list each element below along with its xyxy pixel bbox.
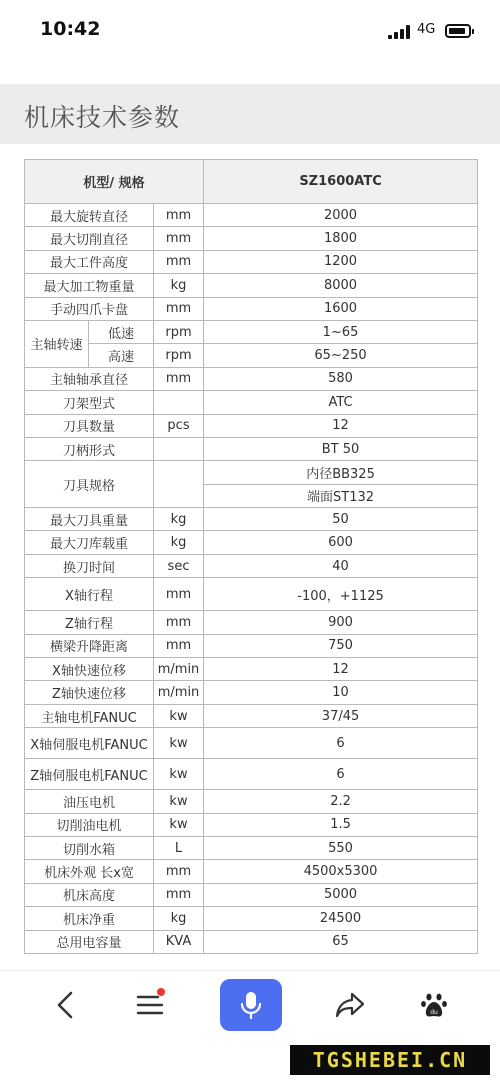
row-value: 40 — [204, 554, 478, 577]
row-unit: kg — [154, 508, 204, 531]
row-unit: m/min — [154, 658, 204, 681]
row-name: Z轴伺服电机FANUC — [25, 759, 154, 790]
table-row — [25, 344, 478, 367]
table-row — [25, 759, 478, 790]
table-row — [25, 437, 478, 460]
row-unit: m/min — [154, 681, 204, 704]
back-button[interactable] — [42, 981, 90, 1029]
row-name: 手动四爪卡盘 — [25, 297, 154, 320]
table-row — [25, 681, 478, 704]
row-value: 6 — [204, 728, 478, 759]
row-name: X轴行程 — [25, 578, 154, 611]
table-row — [25, 250, 478, 273]
row-unit: mm — [154, 860, 204, 883]
table-row — [25, 860, 478, 883]
row-unit: rpm — [154, 320, 204, 343]
bottom-nav-bar — [0, 970, 500, 1040]
row-name: 总用电容量 — [25, 930, 154, 953]
row-unit: mm — [154, 297, 204, 320]
row-value: 1800 — [204, 227, 478, 250]
row-value: 550 — [204, 836, 478, 859]
table-row — [25, 634, 478, 657]
row-name: 机床高度 — [25, 883, 154, 906]
row-value: 2.2 — [204, 790, 478, 813]
baidu-paw-icon — [420, 991, 448, 1019]
row-unit: mm — [154, 227, 204, 250]
row-value: 12 — [204, 414, 478, 437]
row-value: 1600 — [204, 297, 478, 320]
row-unit: kw — [154, 813, 204, 836]
header-label: 机型/ 规格 — [25, 160, 204, 204]
row-unit: rpm — [154, 344, 204, 367]
row-value: 24500 — [204, 907, 478, 930]
table-row — [25, 461, 478, 484]
table-row — [25, 297, 478, 320]
row-name: 横梁升降距离 — [25, 634, 154, 657]
row-value: 8000 — [204, 274, 478, 297]
table-row — [25, 391, 478, 414]
row-unit: L — [154, 836, 204, 859]
battery-icon — [445, 24, 471, 38]
row-name: 机床外观 长x宽 — [25, 860, 154, 883]
row-value: ATC — [204, 391, 478, 414]
microphone-icon — [240, 990, 262, 1020]
notification-dot — [157, 988, 165, 996]
spec-table — [24, 159, 478, 954]
row-unit — [154, 461, 204, 508]
row-unit: sec — [154, 554, 204, 577]
table-row — [25, 531, 478, 554]
row-value: 6 — [204, 759, 478, 790]
row-name: 机床净重 — [25, 907, 154, 930]
table-row — [25, 204, 478, 227]
row-unit: mm — [154, 204, 204, 227]
menu-button[interactable] — [126, 981, 174, 1029]
table-row — [25, 320, 478, 343]
table-row — [25, 578, 478, 611]
status-time: 10:42 — [40, 18, 101, 40]
row-value: 1~65 — [204, 320, 478, 343]
table-row — [25, 554, 478, 577]
row-value: 50 — [204, 508, 478, 531]
row-subname: 高速 — [89, 344, 154, 367]
row-name: 换刀时间 — [25, 554, 154, 577]
row-unit: kw — [154, 704, 204, 727]
row-name: 最大刀具重量 — [25, 508, 154, 531]
table-row — [25, 813, 478, 836]
voice-search-button[interactable] — [220, 979, 282, 1031]
row-name: 主轴电机FANUC — [25, 704, 154, 727]
row-value: -100，+1125 — [204, 578, 478, 611]
section-header — [0, 84, 500, 144]
row-value: 12 — [204, 658, 478, 681]
row-value: 37/45 — [204, 704, 478, 727]
table-row — [25, 790, 478, 813]
row-value: 5000 — [204, 883, 478, 906]
row-value: 4500x5300 — [204, 860, 478, 883]
row-unit: kg — [154, 531, 204, 554]
row-name: 主轴转速 — [25, 320, 89, 367]
row-unit: kg — [154, 274, 204, 297]
row-value: 内径BB325 — [204, 461, 478, 484]
row-name: 最大切削直径 — [25, 227, 154, 250]
row-name: 最大加工物重量 — [25, 274, 154, 297]
table-row — [25, 930, 478, 953]
table-row — [25, 611, 478, 634]
row-value: 端面ST132 — [204, 484, 478, 507]
table-row — [25, 367, 478, 390]
row-unit: pcs — [154, 414, 204, 437]
header-model: SZ1600ATC — [204, 160, 478, 204]
table-row — [25, 658, 478, 681]
row-name: X轴伺服电机FANUC — [25, 728, 154, 759]
row-name: 切削水箱 — [25, 836, 154, 859]
row-unit: kw — [154, 759, 204, 790]
row-value: 1200 — [204, 250, 478, 273]
share-icon — [335, 992, 365, 1018]
row-value: 65~250 — [204, 344, 478, 367]
row-value: 1.5 — [204, 813, 478, 836]
row-unit: mm — [154, 611, 204, 634]
table-header-row — [25, 160, 478, 204]
row-value: 600 — [204, 531, 478, 554]
table-row — [25, 508, 478, 531]
row-unit: kw — [154, 728, 204, 759]
row-unit — [154, 391, 204, 414]
row-value: 580 — [204, 367, 478, 390]
row-unit: mm — [154, 367, 204, 390]
table-row — [25, 728, 478, 759]
baidu-button[interactable] — [410, 981, 458, 1029]
network-label: 4G — [417, 22, 436, 37]
table-row — [25, 836, 478, 859]
row-unit: mm — [154, 634, 204, 657]
row-unit: mm — [154, 250, 204, 273]
row-name: 主轴轴承直径 — [25, 367, 154, 390]
row-name: X轴快速位移 — [25, 658, 154, 681]
row-name: Z轴行程 — [25, 611, 154, 634]
row-unit: mm — [154, 578, 204, 611]
row-unit: mm — [154, 883, 204, 906]
status-bar — [0, 0, 500, 64]
row-name: 刀具规格 — [25, 461, 154, 508]
row-value: 10 — [204, 681, 478, 704]
row-unit: kw — [154, 790, 204, 813]
row-name: 油压电机 — [25, 790, 154, 813]
row-subname: 低速 — [89, 320, 154, 343]
row-value: 750 — [204, 634, 478, 657]
back-icon — [54, 990, 78, 1020]
table-row — [25, 883, 478, 906]
row-unit — [154, 437, 204, 460]
signal-icon — [388, 25, 412, 39]
table-row — [25, 907, 478, 930]
row-name: 刀具数量 — [25, 414, 154, 437]
watermark: TGSHEBEI.CN — [290, 1045, 490, 1075]
row-value: 2000 — [204, 204, 478, 227]
page-title: 机床技术参数 — [24, 103, 181, 132]
table-row — [25, 704, 478, 727]
row-name: 最大刀库载重 — [25, 531, 154, 554]
menu-icon — [136, 993, 164, 1017]
row-name: 切削油电机 — [25, 813, 154, 836]
row-name: 最大旋转直径 — [25, 204, 154, 227]
row-value: 900 — [204, 611, 478, 634]
table-row — [25, 274, 478, 297]
svg-text:du: du — [430, 1009, 438, 1016]
row-value: 65 — [204, 930, 478, 953]
row-value: BT 50 — [204, 437, 478, 460]
table-row — [25, 227, 478, 250]
row-name: Z轴快速位移 — [25, 681, 154, 704]
table-row — [25, 414, 478, 437]
row-name: 最大工件高度 — [25, 250, 154, 273]
row-name: 刀柄形式 — [25, 437, 154, 460]
row-unit: kg — [154, 907, 204, 930]
share-button[interactable] — [326, 981, 374, 1029]
row-unit: KVA — [154, 930, 204, 953]
row-name: 刀架型式 — [25, 391, 154, 414]
